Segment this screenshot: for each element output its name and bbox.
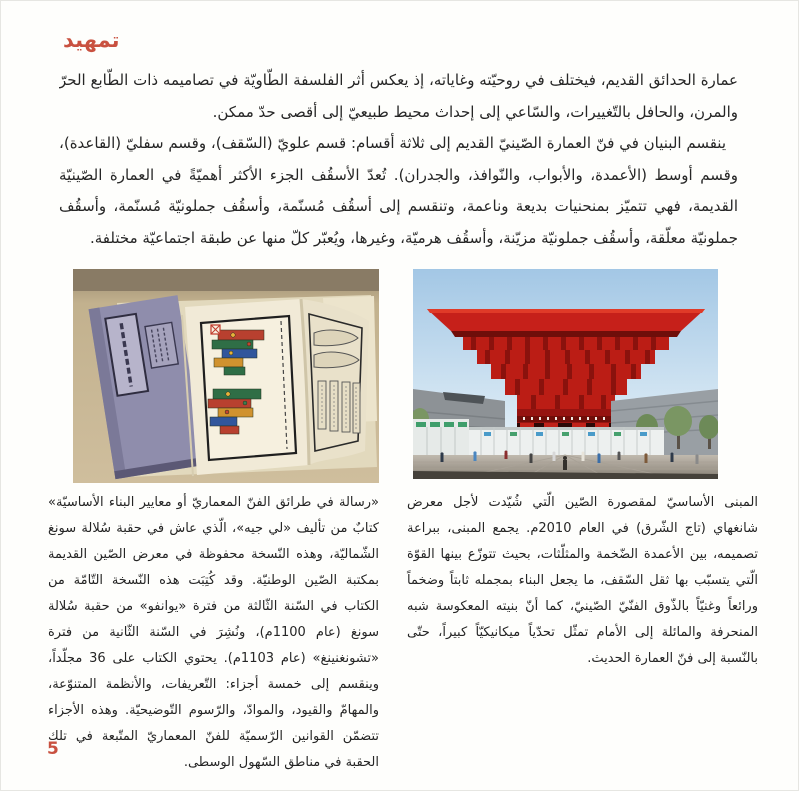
open-book-engraving-page: [301, 299, 369, 465]
page-number: 5: [47, 739, 59, 759]
china-pavilion-photo: [413, 269, 718, 479]
page-title: تمهيد: [63, 28, 120, 52]
body-text: [59, 65, 738, 254]
treatise-book-illustration: [73, 269, 379, 483]
china-pavilion-caption: المبنى الأساسيّ لمقصورة الصّين الّتي شُيّدت لأجل معرض شانغهاي (تاج الشّرق) في العام 2010م. يجمع المبنى، ببراعة تصميمه، بين الأعمدة الضّخمة والمثلّثات، بحيث تتوزّع بينها القوّة الّتي يتسبّب بها ثقل السّقف، ما يجعل البناء بمجمله ثابتاً وضخماً ورائعاً وغنيّاً بالذّوق الفنّيّ الصّينيّ، كما أنّ بنيته المعكوسة شبه المنحرفة والمائلة إلى الأمام تمثّل تحدّياً ميكانيكيّاً كبيراً، حتّى بالنّسبة إلى فنّ العمارة الحديث.: [407, 495, 758, 666]
intro-paragraph-1: عمارة الحدائق القديم، فيختلف في روحيّته وغاياته، إذ يعكس أثر الفلسفة الطّاويّة في تصاميمه ذات الطّابع الحرّ والمرن، والحافل بالتّغييرات، والسّاعي إلى إحداث محيط طبيعيّ إلى أقصى حدّ ممكن.: [59, 71, 738, 121]
treatise-book-photo: [73, 269, 379, 483]
intro-paragraph-2: ينقسم البنيان في فنّ العمارة الصّينيّ القديم إلى ثلاثة أقسام: قسم علويّ (السّقف)، وقسم سفليّ (القاعدة)، وقسم أوسط (الأعمدة، والأبواب، والنّوافذ، والجدران). تُعدّ الأسقُف الجزء الأكثر أهميّةً في العمارة الصّينيّة القديمة، فهي تتميّز بمنحنيات بديعة وناعمة، وتنقسم إلى أسقُف مُسنّمة، وأسقُف جملونيّة مُسنّمة، وأسقُف جملونيّة معلّقة، وأسقُف جملونيّة مزيّنة، وأسقُف هرميّة، وغيرها، ويُعبّر كلّ منها عن طبقة اجتماعيّة مختلفة.: [59, 134, 738, 247]
open-book-color-page: [182, 299, 309, 476]
china-pavilion-illustration: [413, 269, 718, 479]
treatise-book-caption: «رسالة في طرائق الفنّ المعماريّ أو معايير البناء الأساسيّة» كتابٌ من تأليف «لي جيه»، الّذي عاش في حقبة سُلالة سونغ الشّماليّة، وهذه النّسخة محفوظة في معرض الصّين القديمة بمكتبة الصّين الوطنيّة. وقد كُتِبَت هذه النّسخة التّامّة من الكتاب في السّنة الثّالثة من فترة «يوانفو» من حقبة سُلالة سونغ (عام 1100م)، ونُشِرَ في السّنة الثّانية من فترة «تشونغنينغ» (عام 1103م). يحتوي الكتاب على 36 مجلّداً، وينقسم إلى خمسة أجزاء: التّعريفات، والأنظمة المتنوّعة، والمهامّ والقيود، والموادّ، والرّسوم التّوضيحيّة. وهذه الأجزاء تتضمّن القوانين الرّسميّة للفنّ المعماريّ المتّبعة في تلك الحقبة في مناطق السّهول الوسطى.: [48, 495, 379, 770]
